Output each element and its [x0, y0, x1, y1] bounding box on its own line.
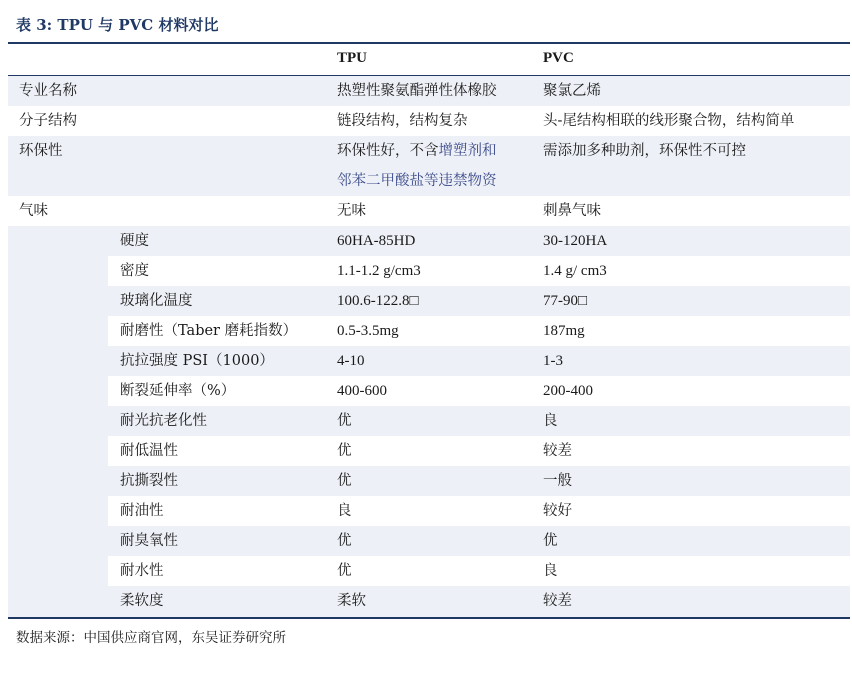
table-row	[8, 136, 850, 196]
table-row	[8, 106, 850, 136]
prop-label: 密度	[120, 263, 149, 279]
table-row	[8, 436, 850, 466]
row-label: 分子结构	[19, 113, 77, 129]
prop-label: 硬度	[120, 233, 149, 249]
pvc-value: 优	[543, 533, 558, 549]
pvc-value: 30-120HA	[543, 233, 608, 249]
pvc-value: 187mg	[543, 323, 585, 339]
table-row	[8, 196, 850, 226]
prop-label: 耐臭氧性	[120, 533, 178, 549]
tpu-value: 优	[337, 413, 352, 429]
pvc-value: 较好	[543, 503, 572, 519]
tpu-value: 优	[337, 443, 352, 459]
pvc-value: 需添加多种助剂，环保性不可控	[543, 143, 746, 159]
prop-label: 抗拉强度 PSI（1000）	[120, 353, 274, 369]
table-row	[8, 526, 850, 556]
tpu-value-highlight: 增塑剂和	[438, 143, 497, 159]
prop-label: 断裂延伸率（%）	[120, 383, 236, 399]
prop-label: 耐光抗老化性	[120, 413, 207, 429]
tpu-value-line2: 邻苯二甲酸盐等违禁物资	[337, 173, 497, 189]
tpu-value: 0.5-3.5mg	[337, 323, 399, 339]
prop-label: 耐油性	[120, 503, 164, 519]
pvc-value: 聚氯乙烯	[543, 83, 601, 99]
bottom-rule	[8, 617, 850, 619]
table-title: 表 3: TPU 与 PVC 材料对比	[16, 16, 219, 34]
tpu-value: 100.6-122.8□	[337, 293, 419, 309]
pvc-value: 良	[543, 563, 558, 579]
pvc-value: 1.4 g/ cm3	[543, 263, 607, 279]
tpu-value: 优	[337, 563, 352, 579]
tpu-value: 链段结构，结构复杂	[337, 113, 468, 129]
tpu-value: 柔软	[337, 593, 366, 609]
pvc-value: 一般	[543, 473, 572, 489]
prop-label: 玻璃化温度	[120, 293, 193, 309]
pvc-value: 头-尾结构相联的线形聚合物，结构简单	[543, 113, 795, 129]
top-rule	[8, 42, 850, 44]
tpu-value-line1	[337, 136, 497, 166]
tpu-value: 良	[337, 503, 352, 519]
prop-label: 耐低温性	[120, 443, 178, 459]
table-row	[8, 286, 850, 316]
row-label: 气味	[19, 203, 48, 219]
prop-label: 抗撕裂性	[120, 473, 178, 489]
tpu-value: 1.1-1.2 g/cm3	[337, 263, 421, 279]
pvc-value: 1-3	[543, 353, 563, 369]
tpu-value-part: 环保性好，不含	[337, 143, 439, 159]
table-row	[8, 346, 850, 376]
pvc-value: 200-400	[543, 383, 593, 399]
table-row	[8, 556, 850, 586]
tpu-value: 优	[337, 533, 352, 549]
pvc-value: 良	[543, 413, 558, 429]
header-pvc: PVC	[543, 50, 574, 66]
tpu-value: 优	[337, 473, 352, 489]
pvc-value: 较差	[543, 593, 572, 609]
prop-label: 柔软度	[120, 593, 164, 609]
table-row	[8, 586, 850, 617]
table-row	[8, 376, 850, 406]
tpu-value: 60HA-85HD	[337, 233, 416, 249]
tpu-value: 热塑性聚氨酯弹性体橡胶	[337, 83, 497, 99]
table-row	[8, 496, 850, 526]
table-row	[8, 466, 850, 496]
prop-label: 耐磨性（Taber 磨耗指数）	[120, 323, 298, 339]
pvc-value: 77-90□	[543, 293, 588, 309]
row-label: 环保性	[19, 143, 63, 159]
tpu-value: 无味	[337, 203, 366, 219]
tpu-value: 400-600	[337, 383, 387, 399]
source-note: 数据来源：中国供应商官网，东吴证券研究所	[16, 630, 286, 646]
tpu-value: 4-10	[337, 353, 365, 369]
header-tpu: TPU	[337, 50, 367, 66]
table-row	[8, 226, 850, 256]
table-row	[8, 406, 850, 436]
table-row	[8, 316, 850, 346]
table-row	[8, 76, 850, 106]
table-row	[8, 256, 850, 286]
pvc-value: 较差	[543, 443, 572, 459]
pvc-value: 刺鼻气味	[543, 203, 601, 219]
row-label: 专业名称	[19, 83, 77, 99]
prop-label: 耐水性	[120, 563, 164, 579]
